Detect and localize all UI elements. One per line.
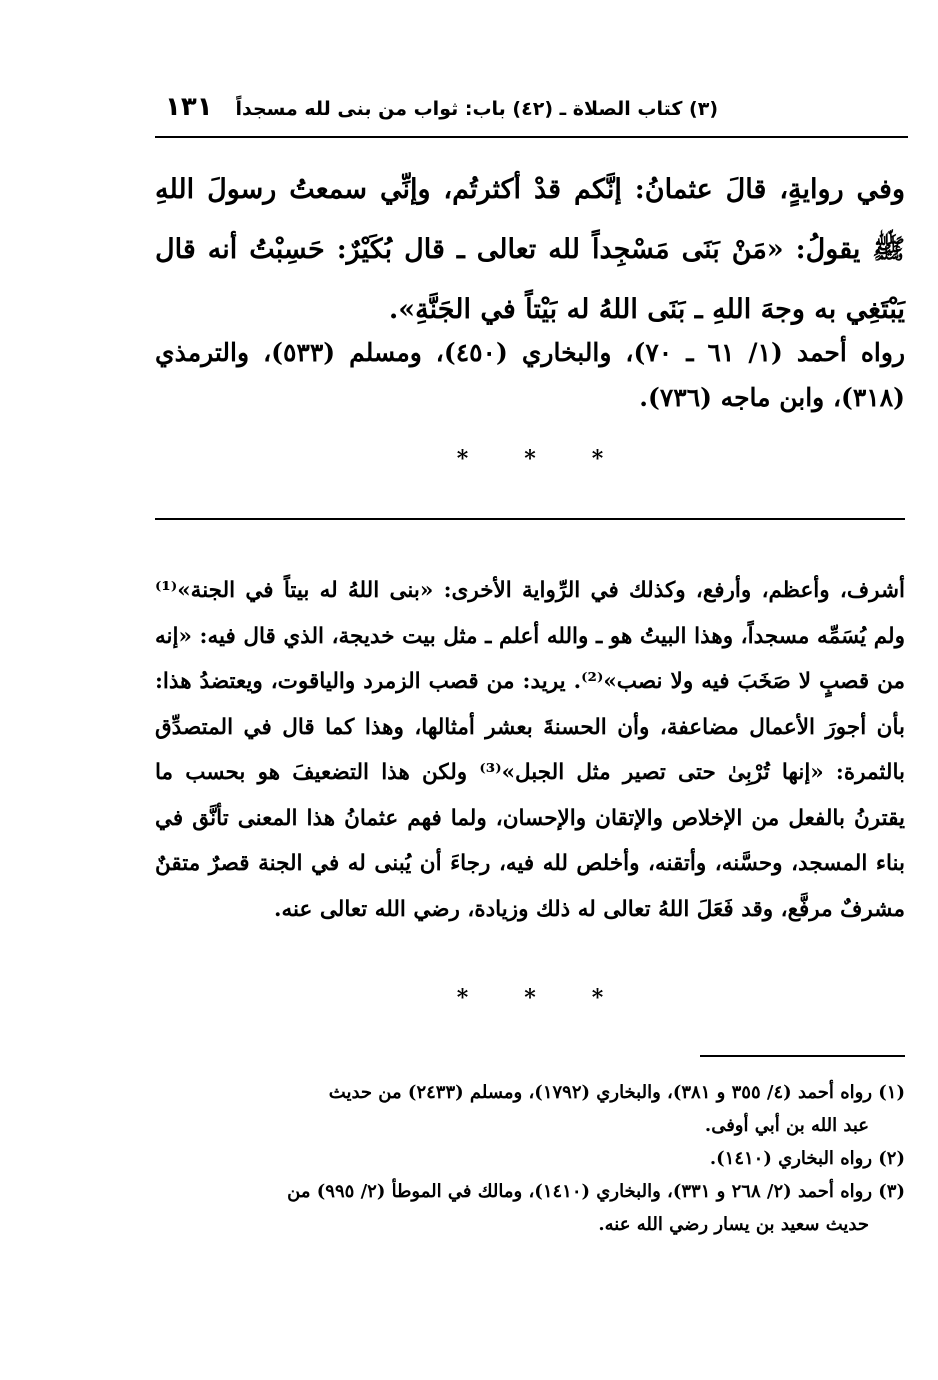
separator-star: * (524, 985, 536, 1011)
footnote-3: (٣) رواه أحمد (٢/ ٢٦٨ و ٣٣١)، والبخاري (١٤١٠)، ومالك في الموطأ (٢/ ٩٩٥) من (287, 1181, 905, 1202)
separator-star: * (524, 446, 536, 472)
footnote-2: (٢) رواه البخاري (١٤١٠). (709, 1148, 905, 1169)
separator-star: * (591, 985, 604, 1011)
running-header (155, 88, 908, 128)
footnote-rule (700, 1055, 905, 1057)
separator-star: * (591, 446, 604, 472)
footnotes (155, 1076, 905, 1241)
footnote-1: (١) رواه أحمد (٤/ ٣٥٥ و ٣٨١)، والبخاري (١٧٩٢)، ومسلم (٢٤٣٣) من حديث (328, 1082, 905, 1103)
footnote-1-continued: عبد الله بن أبي أوفى. (704, 1115, 869, 1136)
page-number: ١٣١ (165, 92, 213, 122)
section-separator (155, 985, 905, 1011)
chapter-title: (٣) كتاب الصلاة ـ (٤٢) باب: ثواب من بنى لله مسجداً (235, 98, 718, 120)
header-rule (155, 136, 908, 138)
section-separator (155, 446, 905, 472)
hadith-text: وفي روايةٍ، قالَ عثمانُ: إنَّكم قدْ أكثرتُم، وإنِّي سمعتُ رسولَ اللهِ ﷺ يقولُ: «مَنْ بَنَى مَسْجِداً لله تعالى ـ قال بُكَيْرٌ: حَسِبْتُ أنه قال يَبْتَغِي به وجهَ اللهِ ـ بَنَى اللهُ له بَيْتاً في الجَنَّةِ». (155, 174, 905, 325)
footnote-3-continued: حديث سعيد بن يسار رضي الله عنه. (598, 1214, 869, 1235)
separator-star: * (456, 985, 469, 1011)
separator-star: * (456, 446, 469, 472)
hadith-source: رواه أحمد (١/ ٦١ ـ ٧٠)، والبخاري (٤٥٠)، ومسلم (٥٣٣)، والترمذي (٣١٨)، وابن ماجه (٧٣٦). (155, 338, 906, 412)
commentary-text: أشرف، وأعظم، وأرفع، وكذلك في الرِّواية الأخرى: «بنى اللهُ له بيتاً في الجنة»⁽¹⁾ ولم يُسَمِّه مسجداً، وهذا البيتُ هو ـ والله أعلم ـ مثل بيت خديجة، الذي قال فيه: «إنه من قصبٍ لا صَخَبَ فيه ولا نصب»⁽²⁾. يريد: من قصب الزمرد والياقوت، ويعتضدُ هذا: بأن أجورَ الأعمال مضاعفة، وأن الحسنةَ بعشر أمثالها، وهذا كما قال في المتصدِّق بالثمرة: «إنها تُرْبِىٰ حتى تصير مثل الجبل»⁽³⁾ ولكن هذا التضعيفَ هو بحسب ما يقترنُ بالفعل من الإخلاص والإتقان والإحسان، ولما فهم عثمانُ هذا المعنى تأنَّق في بناء المسجد، وحسَّنه، وأتقنه، وأخلص لله فيه، رجاءَ أن يُبنى له في الجنة قصرٌ متقنٌ مشرفٌ مرفَّع، وقد فَعَلَ اللهُ تعالى له ذلك وزيادة، رضي الله تعالى عنه. (155, 578, 906, 922)
commentary-divider (155, 518, 905, 520)
